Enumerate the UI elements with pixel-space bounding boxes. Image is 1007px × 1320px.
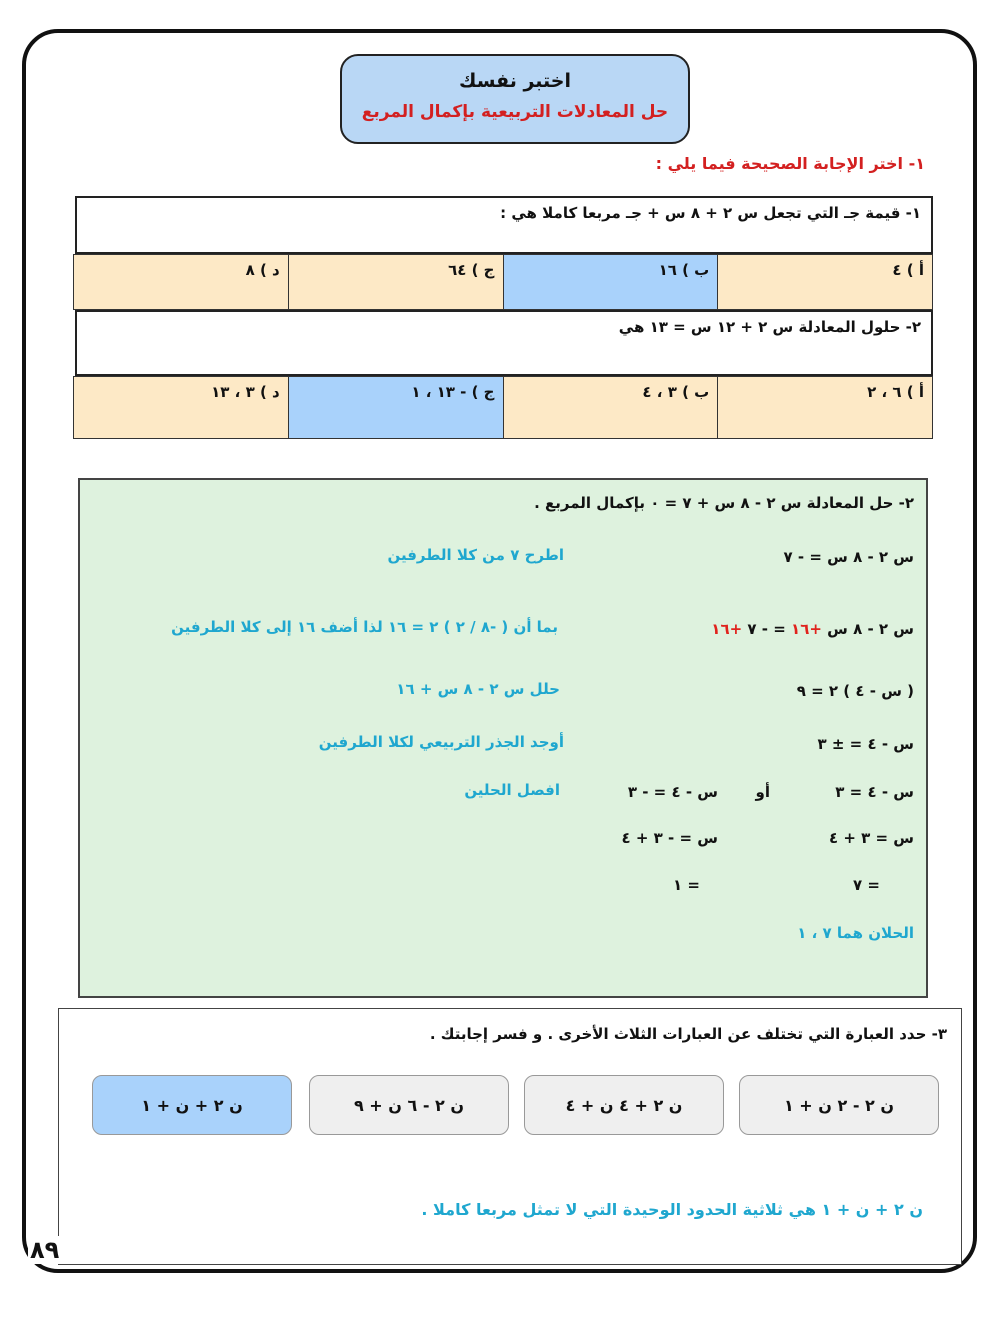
- section2-box: [78, 478, 928, 998]
- section3-box: [58, 1008, 962, 1265]
- q1-text: ١- قيمة جـ التي تجعل س ٢ + ٨ س + جـ مربعا كاملا هي :: [500, 204, 921, 222]
- page-title: اختبر نفسك: [459, 70, 571, 92]
- q1-option-c[interactable]: ج ) ٦٤: [288, 255, 503, 309]
- q1-option-d[interactable]: د ) ٨: [74, 255, 288, 309]
- step4-note: أوجد الجذر التربيعي لكلا الطرفين: [318, 733, 564, 751]
- step1-equation: س ٢ - ٨ س = - ٧: [783, 548, 914, 566]
- step3-note: حلل س ٢ - ٨ س + ١٦: [396, 680, 560, 698]
- step5-equation2: س - ٤ = - ٣: [627, 783, 718, 801]
- q2-option-c[interactable]: ج ) - ١٣ ، ١: [288, 377, 503, 438]
- step1-note: اطرح ٧ من كلا الطرفين: [387, 546, 564, 564]
- section3-conclusion: ن ٢ + ن + ١ هي ثلاثية الحدود الوحيدة التي لا تمثل مربعا كاملا .: [421, 1200, 923, 1219]
- q2-box: [75, 310, 933, 376]
- step2-note: بما أن ( -٨ / ٢ ) ٢ = ١٦ لذا أضف ١٦ إلى كلا الطرفين: [171, 618, 558, 636]
- title-box: [340, 54, 690, 144]
- card-expression-4[interactable]: ن ٢ + ن + ١: [92, 1075, 292, 1135]
- q2-option-b[interactable]: ب ) ٣ ، ٤: [503, 377, 718, 438]
- q2-text: ٢- حلول المعادلة س ٢ + ١٢ س = ١٣ هي: [618, 318, 921, 336]
- card-expression-3[interactable]: ن ٢ - ٦ ن + ٩: [309, 1075, 509, 1135]
- page-number: ٨٩: [30, 1236, 60, 1264]
- step5-note: افصل الحلين: [464, 781, 560, 799]
- step3-equation: ( س - ٤ ) ٢ = ٩: [796, 682, 914, 700]
- step6-equation: س = ٣ + ٤: [828, 829, 914, 847]
- q1-option-b[interactable]: ب ) ١٦: [503, 255, 718, 309]
- step5-or: أو: [755, 783, 770, 801]
- section2-heading: ٢- حل المعادلة س ٢ - ٨ س + ٧ = ٠ بإكمال المربع .: [534, 494, 914, 512]
- step5-equation: س - ٤ = ٣: [835, 783, 914, 801]
- section1-heading: ١- اختر الإجابة الصحيحة فيما يلي :: [655, 154, 925, 173]
- q1-options: [73, 254, 933, 310]
- section3-heading: ٣- حدد العبارة التي تختلف عن العبارات الثلاث الأخرى . و فسر إجابتك .: [429, 1025, 947, 1043]
- section2-answer: الحلان هما ٧ ، ١: [797, 924, 914, 942]
- step4-equation: س - ٤ = ± ٣: [817, 735, 914, 753]
- page-subtitle: حل المعادلات التربيعية بإكمال المربع: [361, 102, 669, 122]
- q2-option-a[interactable]: أ ) ٦ ، ٢: [717, 377, 932, 438]
- q1-option-a[interactable]: أ ) ٤: [717, 255, 932, 309]
- card-expression-2[interactable]: ن ٢ + ٤ ن + ٤: [524, 1075, 724, 1135]
- step7-result: = ٧: [853, 876, 880, 894]
- step7-result2: = ١: [673, 876, 700, 894]
- step6-equation2: س = - ٣ + ٤: [621, 829, 718, 847]
- q1-box: [75, 196, 933, 254]
- card-expression-1[interactable]: ن ٢ - ٢ ن + ١: [739, 1075, 939, 1135]
- step2-equation: س ٢ - ٨ س +١٦ = - ٧ +١٦: [711, 620, 914, 638]
- q2-options: [73, 376, 933, 439]
- q2-option-d[interactable]: د ) ٣ ، ١٣: [74, 377, 288, 438]
